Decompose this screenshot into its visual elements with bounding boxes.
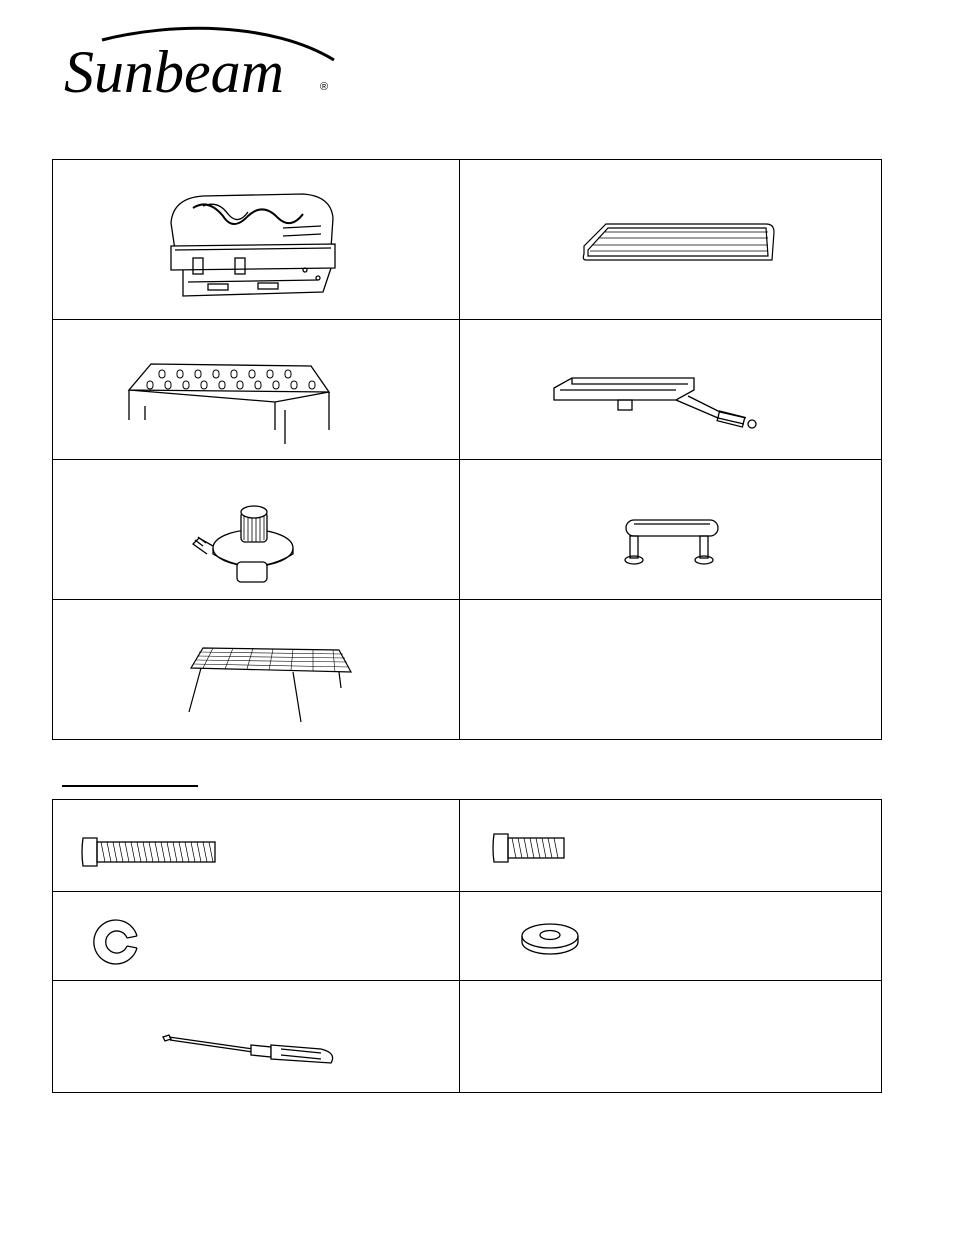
screwdriver-illustration <box>161 1023 341 1069</box>
hardware-cell-empty <box>460 981 882 1093</box>
parts-cell-burner-tube <box>460 320 882 460</box>
parts-table <box>52 159 882 740</box>
hardware-table <box>52 799 882 1093</box>
parts-cell-warming-rack <box>53 600 460 740</box>
lock-washer-illustration <box>87 912 147 972</box>
parts-cell-control-valve <box>53 460 460 600</box>
control-valve-illustration <box>189 488 309 588</box>
flat-washer-illustration <box>518 918 582 958</box>
short-screw-illustration <box>490 830 570 870</box>
sunbeam-logo <box>62 24 337 104</box>
parts-cell-lid-handle <box>460 460 882 600</box>
parts-cell-empty <box>460 600 882 740</box>
hardware-cell-short-screw <box>460 800 882 892</box>
parts-cell-grill-body <box>53 160 460 320</box>
burner-tube-illustration <box>548 372 768 442</box>
hardware-cell-lock-washer <box>53 892 460 981</box>
hardware-cell-flat-washer <box>460 892 882 981</box>
lid-handle-illustration <box>610 510 740 580</box>
long-screw-illustration <box>79 832 219 872</box>
hardware-cell-long-screw <box>53 800 460 892</box>
heat-plate-illustration <box>125 360 335 450</box>
registered-mark: ® <box>320 81 329 93</box>
hardware-section-heading-underline <box>62 785 198 787</box>
cooking-grate-illustration <box>580 218 780 268</box>
parts-cell-cooking-grate <box>460 160 882 320</box>
warming-rack-illustration <box>183 642 363 732</box>
parts-cell-heat-plate <box>53 320 460 460</box>
grill-body-illustration <box>163 188 343 308</box>
logo-wordmark: Sunbeam <box>64 39 284 104</box>
hardware-cell-screwdriver <box>53 981 460 1093</box>
